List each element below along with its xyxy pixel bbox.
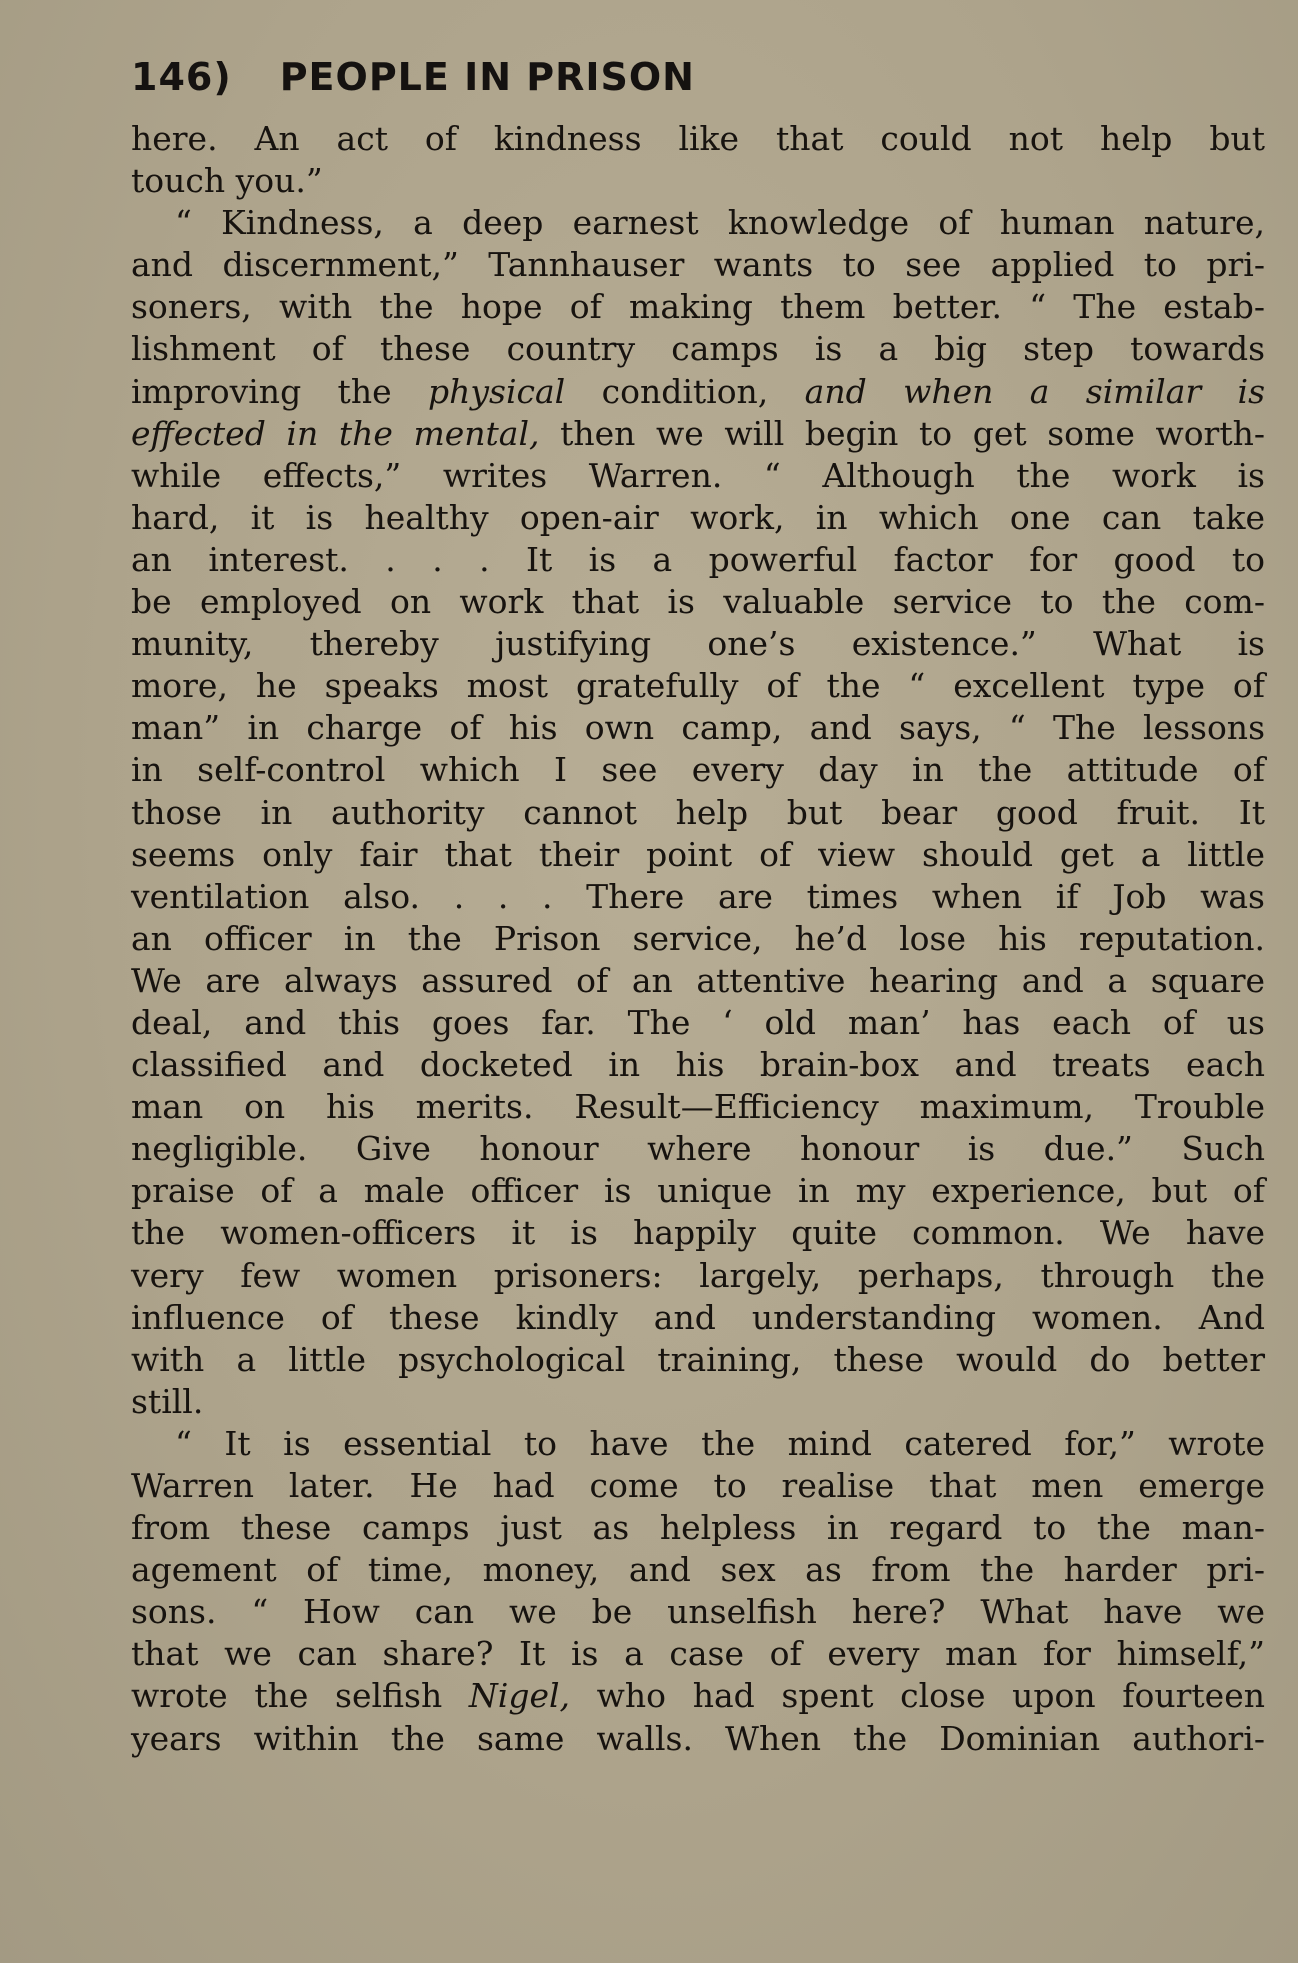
text-line: here. An act of kindness like that could not help but <box>131 119 1265 158</box>
body-text <box>131 118 1265 1760</box>
text-line: influence of these kindly and understanding women. And <box>131 1297 1265 1337</box>
italic-run: effected in the mental, <box>131 413 540 453</box>
text-line: years within the same walls. When the Dominian authori- <box>131 1718 1265 1758</box>
text-line: man on his merits. Result—Efficiency maximum, Trouble <box>131 1087 1265 1127</box>
text-line: agement of time, money, and sex as from the harder pri- <box>131 1550 1265 1590</box>
text-line: still. <box>131 1381 204 1421</box>
italic-run: and when a similar is <box>804 371 1265 411</box>
text-line: that we can share? It is a case of every man for himself,” <box>131 1634 1265 1674</box>
text-line: touch you.” <box>131 161 323 201</box>
text-line: lishment of these country camps is a big step towards <box>131 329 1265 369</box>
text-run: condition, <box>565 371 805 411</box>
text-line: with a little psychological training, these would do better <box>131 1339 1265 1379</box>
text-run: who had spent close upon fourteen <box>570 1676 1265 1716</box>
text-line: those in authority cannot help but bear good fruit. It <box>131 792 1265 832</box>
text-line: an officer in the Prison service, he’d lose his reputation. <box>131 918 1265 958</box>
text-line: munity, thereby justifying one’s existence.” What is <box>131 624 1265 664</box>
text-line <box>131 371 1265 413</box>
text-line: man” in charge of his own camp, and says, “ The lessons <box>131 708 1265 748</box>
text-line: very few women prisoners: largely, perhaps, through the <box>131 1255 1265 1295</box>
text-line: while effects,” writes Warren. “ Although the work is <box>131 455 1265 495</box>
text-line: ventilation also. . . . There are times when if Job was <box>131 876 1265 916</box>
text-run: then we will begin to get some worth- <box>539 413 1265 453</box>
running-head <box>131 55 695 99</box>
text-line: sons. “ How can we be unselfish here? What have we <box>131 1592 1265 1632</box>
text-line: Warren later. He had come to realise that men emerge <box>131 1466 1265 1505</box>
text-line: “ It is essential to have the mind catered for,” wrote <box>175 1423 1265 1463</box>
text-line: the women-officers it is happily quite common. We have <box>131 1213 1265 1253</box>
text-line: hard, it is healthy open-air work, in which one can take <box>131 497 1265 537</box>
text-line: seems only fair that their point of view should get a little <box>131 834 1265 874</box>
text-line: classified and docketed in his brain-box and treats each <box>131 1045 1265 1085</box>
text-line: from these camps just as helpless in regard to the man- <box>131 1508 1265 1548</box>
italic-run: physical <box>427 371 566 411</box>
text-line: in self-control which I see every day in the attitude of <box>131 750 1265 790</box>
text-line: negligible. Give honour where honour is due.” Such <box>131 1129 1265 1169</box>
italic-run: Nigel, <box>468 1676 571 1716</box>
page-number: 146) <box>131 55 232 99</box>
text-line: “ Kindness, a deep earnest knowledge of human nature, <box>175 203 1265 243</box>
text-run: wrote the selfish <box>131 1676 469 1716</box>
running-title: PEOPLE IN PRISON <box>279 55 695 99</box>
text-line <box>131 413 1265 455</box>
text-line: praise of a male officer is unique in my experience, but of <box>131 1171 1265 1211</box>
text-line: soners, with the hope of making them better. “ The estab- <box>131 287 1265 327</box>
text-line: deal, and this goes far. The ‘ old man’ has each of us <box>131 1002 1265 1042</box>
text-run: improving the <box>131 371 428 411</box>
text-line: and discernment,” Tannhauser wants to see applied to pri- <box>131 245 1265 285</box>
text-line: We are always assured of an attentive hearing and a square <box>131 960 1265 1000</box>
text-line <box>131 1675 1265 1717</box>
text-line: be employed on work that is valuable service to the com- <box>131 582 1265 622</box>
text-line: more, he speaks most gratefully of the “ excellent type of <box>131 666 1265 706</box>
text-line: an interest. . . . It is a powerful factor for good to <box>131 539 1265 579</box>
